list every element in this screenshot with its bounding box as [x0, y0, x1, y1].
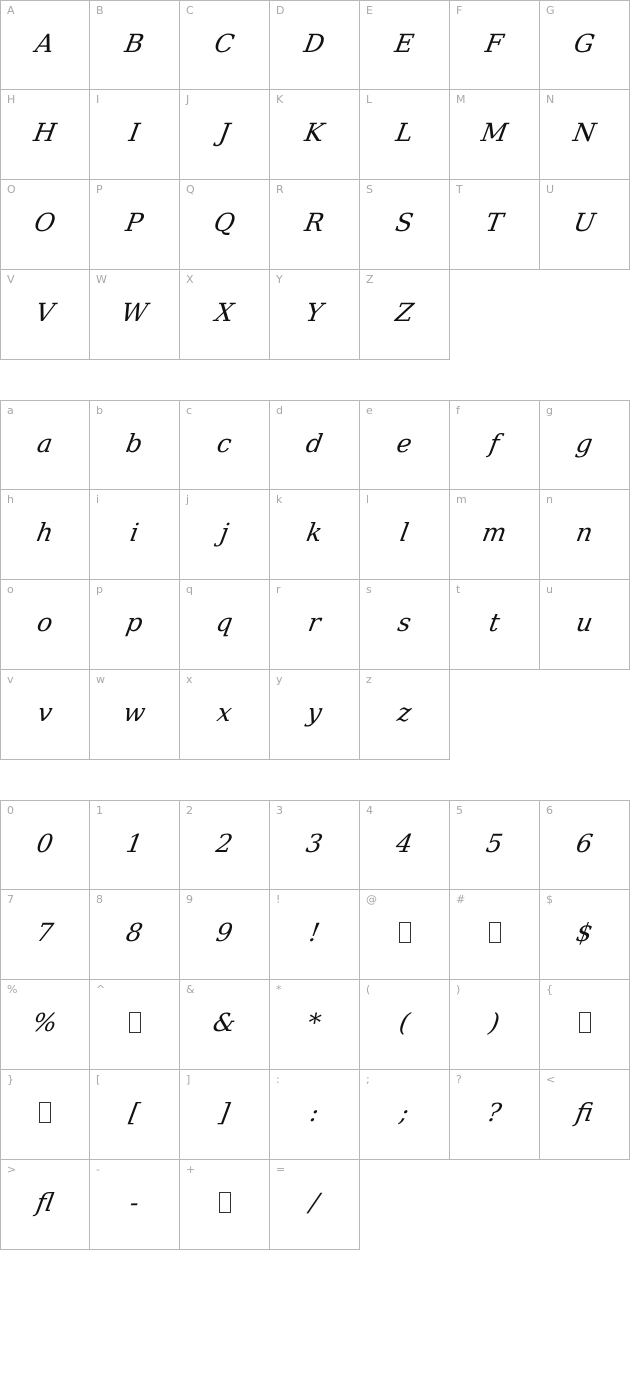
glyph-sample: F — [483, 28, 506, 58]
glyph-cell-label: ! — [276, 893, 281, 906]
glyph-cell-label: 3 — [276, 804, 283, 817]
glyph-sample: ( — [397, 1008, 412, 1037]
glyph-cell — [180, 490, 270, 580]
glyph-cell — [0, 1070, 90, 1160]
glyph-cell-label: T — [456, 183, 463, 196]
glyph-cell — [540, 980, 630, 1070]
missing-glyph-box-icon — [360, 904, 449, 961]
glyph-cell — [90, 400, 180, 490]
glyph-sample: Z — [393, 298, 416, 327]
glyph-cell — [0, 1160, 90, 1250]
glyph-sample: : — [307, 1098, 322, 1127]
glyph-sample: K — [302, 118, 327, 147]
glyph-sample: [ — [127, 1098, 142, 1127]
glyph-cell-label: J — [186, 93, 190, 106]
glyph-cell — [180, 580, 270, 670]
glyph-cell — [0, 490, 90, 580]
glyph-cell — [450, 890, 540, 980]
glyph-cell-label: j — [186, 493, 190, 506]
glyph-cell-label: P — [96, 183, 103, 196]
glyph-cell — [360, 0, 450, 90]
glyph-cell — [450, 800, 540, 890]
uppercase-grid — [0, 0, 630, 360]
glyph-cell-label: : — [276, 1073, 280, 1086]
glyph-sample: ? — [485, 1098, 504, 1127]
glyph-cell — [270, 890, 360, 980]
glyph-sample: ; — [397, 1098, 412, 1127]
missing-glyph-rectangle — [399, 922, 411, 943]
glyph-sample: U — [571, 208, 598, 237]
glyph-cell-label: ^ — [96, 983, 106, 996]
glyph-cell-label: Y — [276, 273, 283, 286]
glyph-cell-label: d — [276, 404, 283, 417]
missing-glyph-box-icon — [450, 904, 539, 961]
glyph-sample: 1 — [123, 828, 146, 858]
glyph-cell-label: x — [186, 673, 193, 686]
glyph-sample: f — [487, 428, 502, 458]
glyph-sample: 4 — [393, 828, 416, 858]
missing-glyph-box-icon — [90, 994, 179, 1051]
glyph-cell — [270, 400, 360, 490]
glyph-cell-label: B — [96, 4, 104, 17]
glyph-sample: p — [123, 608, 146, 637]
glyph-sample: 8 — [123, 918, 146, 947]
glyph-cell — [270, 270, 360, 360]
glyph-cell — [0, 800, 90, 890]
glyph-sample: 2 — [213, 828, 236, 858]
glyph-cell-label: u — [546, 583, 553, 596]
glyph-cell-label: # — [456, 893, 466, 906]
glyph-cell-label: G — [546, 4, 555, 17]
glyph-cell-label: { — [546, 983, 553, 996]
glyph-sample: c — [214, 428, 235, 458]
glyph-cell — [270, 1160, 360, 1250]
glyph-cell — [450, 400, 540, 490]
glyph-cell-label: ) — [456, 983, 461, 996]
glyph-sample: z — [395, 698, 414, 727]
missing-glyph-rectangle — [579, 1012, 591, 1033]
glyph-sample: l — [397, 518, 412, 547]
glyph-cell-label: O — [7, 183, 16, 196]
glyph-cell-label: W — [96, 273, 107, 286]
glyph-cell-label: @ — [366, 893, 377, 906]
glyph-sample: 0 — [34, 828, 56, 858]
glyph-cell — [180, 890, 270, 980]
glyph-cell-label: % — [7, 983, 18, 996]
glyph-cell — [540, 580, 630, 670]
glyph-cell-label: L — [366, 93, 373, 106]
glyph-sample: a — [34, 428, 56, 458]
glyph-cell — [450, 490, 540, 580]
glyph-cell — [180, 270, 270, 360]
glyph-cell — [360, 400, 450, 490]
glyph-cell — [360, 800, 450, 890]
glyph-cell-label: g — [546, 404, 553, 417]
glyph-cell-label: h — [7, 493, 14, 506]
glyph-sample: % — [30, 1008, 60, 1037]
glyph-cell-label: 0 — [7, 804, 14, 817]
glyph-cell-label: S — [366, 183, 373, 196]
glyph-sample: S — [393, 208, 416, 237]
glyph-cell-label: s — [366, 583, 372, 596]
glyph-cell-label: Q — [186, 183, 195, 196]
glyph-cell — [450, 0, 540, 90]
glyph-sample: h — [34, 518, 56, 547]
glyph-cell — [0, 0, 90, 90]
glyph-cell — [360, 980, 450, 1070]
glyph-cell-label: m — [456, 493, 467, 506]
glyph-cell-label: U — [546, 183, 555, 196]
glyph-sample: - — [127, 1188, 142, 1217]
glyph-cell-label: A — [7, 4, 15, 17]
symbols-grid — [0, 800, 630, 1250]
glyph-cell — [540, 0, 630, 90]
glyph-cell-label: ? — [456, 1073, 462, 1086]
glyph-cell — [360, 1070, 450, 1160]
glyph-sample: q — [213, 608, 236, 637]
glyph-cell — [90, 800, 180, 890]
glyph-cell — [270, 90, 360, 180]
glyph-cell — [180, 400, 270, 490]
glyph-sample: Y — [303, 298, 326, 327]
glyph-sample: $ — [573, 918, 596, 947]
glyph-cell-label: a — [7, 404, 14, 417]
glyph-cell — [0, 980, 90, 1070]
glyph-cell — [450, 980, 540, 1070]
glyph-cell — [360, 270, 450, 360]
glyph-cell-label: [ — [96, 1073, 101, 1086]
glyph-cell-label: < — [546, 1073, 556, 1086]
glyph-cell-label: & — [186, 983, 195, 996]
glyph-cell-label: M — [456, 93, 466, 106]
glyph-sample: ) — [487, 1008, 502, 1037]
glyph-cell-label: b — [96, 404, 103, 417]
glyph-sample: v — [35, 698, 55, 727]
glyph-cell-label: Z — [366, 273, 374, 286]
glyph-cell-label: = — [276, 1163, 286, 1176]
glyph-sample: x — [214, 698, 235, 727]
glyph-cell-label: C — [186, 4, 194, 17]
lowercase-grid — [0, 400, 630, 760]
glyph-sample: k — [304, 518, 325, 547]
glyph-sample: m — [480, 518, 509, 547]
glyph-sample: A — [33, 28, 57, 58]
glyph-cell — [90, 180, 180, 270]
glyph-cell — [360, 890, 450, 980]
glyph-sample: i — [127, 518, 142, 547]
glyph-cell — [270, 800, 360, 890]
glyph-cell-label: V — [7, 273, 15, 286]
glyph-cell-label: 8 — [96, 893, 103, 906]
glyph-cell-label: t — [456, 583, 461, 596]
glyph-cell-label: X — [186, 273, 194, 286]
glyph-cell — [540, 800, 630, 890]
glyph-sample: ] — [217, 1098, 232, 1127]
glyph-cell-label: > — [7, 1163, 17, 1176]
glyph-cell — [90, 0, 180, 90]
glyph-sample: Q — [211, 208, 238, 237]
glyph-sample: H — [31, 118, 59, 147]
glyph-cell — [180, 90, 270, 180]
glyph-cell — [90, 490, 180, 580]
glyph-cell — [450, 180, 540, 270]
missing-glyph-box-icon — [1, 1084, 89, 1141]
glyph-cell — [360, 90, 450, 180]
glyph-cell-label: E — [366, 4, 373, 17]
glyph-cell — [90, 580, 180, 670]
glyph-cell-label: - — [96, 1163, 100, 1176]
glyph-cell — [180, 0, 270, 90]
glyph-sample: b — [123, 428, 146, 458]
glyph-cell-label: N — [546, 93, 555, 106]
glyph-sample: D — [301, 28, 328, 58]
glyph-cell — [180, 800, 270, 890]
glyph-cell — [180, 980, 270, 1070]
glyph-sample: & — [210, 1008, 239, 1037]
glyph-cell-label: y — [276, 673, 283, 686]
glyph-sample: V — [33, 298, 57, 327]
glyph-cell-label: ; — [366, 1073, 370, 1086]
glyph-sample: e — [394, 428, 415, 458]
glyph-sample: I — [126, 118, 142, 147]
missing-glyph-rectangle — [219, 1192, 231, 1213]
glyph-cell — [90, 270, 180, 360]
glyph-cell — [270, 670, 360, 760]
missing-glyph-box-icon — [180, 1174, 269, 1231]
glyph-cell — [0, 670, 90, 760]
glyph-cell-label: K — [276, 93, 284, 106]
glyph-cell — [0, 90, 90, 180]
glyph-cell — [540, 490, 630, 580]
glyph-cell — [270, 580, 360, 670]
glyph-cell — [360, 580, 450, 670]
glyph-cell — [180, 180, 270, 270]
glyph-sample: N — [571, 118, 598, 147]
glyph-cell — [270, 0, 360, 90]
glyph-cell — [90, 890, 180, 980]
glyph-cell — [180, 1070, 270, 1160]
glyph-cell-label: k — [276, 493, 283, 506]
glyph-cell — [540, 90, 630, 180]
glyph-sample: j — [218, 518, 231, 547]
glyph-cell-label: r — [276, 583, 281, 596]
glyph-sample: O — [32, 208, 58, 237]
glyph-cell-label: i — [96, 493, 100, 506]
glyph-cell — [0, 400, 90, 490]
glyph-cell — [90, 670, 180, 760]
glyph-cell — [0, 180, 90, 270]
glyph-sample: 7 — [34, 918, 56, 947]
glyph-cell-label: f — [456, 404, 460, 417]
glyph-cell-label: * — [276, 983, 282, 996]
glyph-cell-label: ( — [366, 983, 371, 996]
glyph-cell — [180, 670, 270, 760]
glyph-sample: ! — [306, 918, 323, 947]
glyph-cell-label: D — [276, 4, 285, 17]
glyph-cell — [270, 490, 360, 580]
missing-glyph-rectangle — [489, 922, 501, 943]
glyph-sample: w — [121, 698, 148, 727]
glyph-cell-label: c — [186, 404, 193, 417]
glyph-sample: n — [573, 518, 596, 547]
glyph-cell-label: 2 — [186, 804, 193, 817]
glyph-sample: T — [483, 208, 506, 237]
glyph-cell-label: v — [7, 673, 14, 686]
glyph-sample: t — [486, 608, 503, 637]
glyph-sample: M — [479, 118, 510, 147]
glyph-cell-label: } — [7, 1073, 14, 1086]
glyph-cell-label: o — [7, 583, 14, 596]
glyph-sample: C — [212, 28, 237, 58]
glyph-cell-label: 7 — [7, 893, 14, 906]
glyph-sample: E — [392, 28, 417, 58]
glyph-cell-label: R — [276, 183, 284, 196]
glyph-cell-label: e — [366, 404, 373, 417]
glyph-cell — [540, 1070, 630, 1160]
glyph-sample: R — [302, 208, 327, 237]
glyph-sample: y — [304, 698, 325, 727]
glyph-sample: X — [213, 298, 236, 327]
glyph-sample: g — [573, 428, 596, 458]
glyph-sample: r — [305, 608, 324, 637]
glyph-sample: 3 — [303, 828, 326, 858]
missing-glyph-rectangle — [129, 1012, 141, 1033]
glyph-cell — [90, 90, 180, 180]
glyph-cell — [450, 90, 540, 180]
missing-glyph-box-icon — [540, 994, 629, 1051]
missing-glyph-rectangle — [39, 1102, 51, 1123]
glyph-cell — [540, 400, 630, 490]
glyph-cell-label: 9 — [186, 893, 193, 906]
glyph-cell-label: I — [96, 93, 100, 106]
glyph-cell-label: l — [366, 493, 370, 506]
glyph-cell — [0, 580, 90, 670]
glyph-cell — [90, 1160, 180, 1250]
glyph-sample: o — [34, 608, 56, 637]
glyph-sample: s — [395, 608, 414, 637]
glyph-cell-label: $ — [546, 893, 553, 906]
glyph-sample: fi — [573, 1098, 596, 1127]
glyph-sample: 5 — [483, 828, 506, 858]
glyph-sample: 9 — [213, 918, 236, 947]
glyph-cell-label: + — [186, 1163, 196, 1176]
glyph-cell-label: 1 — [96, 804, 103, 817]
glyph-cell-label: q — [186, 583, 193, 596]
glyph-cell — [90, 980, 180, 1070]
glyph-sample: J — [216, 118, 233, 147]
glyph-cell — [360, 670, 450, 760]
glyph-cell — [270, 180, 360, 270]
glyph-sample: d — [303, 428, 326, 458]
glyph-cell-label: ] — [186, 1073, 191, 1086]
glyph-cell — [0, 270, 90, 360]
glyph-sample: G — [571, 28, 598, 58]
glyph-cell — [540, 890, 630, 980]
glyph-cell — [540, 180, 630, 270]
glyph-cell-label: w — [96, 673, 105, 686]
glyph-cell — [270, 980, 360, 1070]
glyph-cell-label: 6 — [546, 804, 553, 817]
glyph-cell — [450, 1070, 540, 1160]
glyph-sample: u — [573, 608, 596, 637]
glyph-cell-label: 4 — [366, 804, 373, 817]
glyph-cell — [0, 890, 90, 980]
glyph-cell-label: H — [7, 93, 16, 106]
glyph-cell-label: F — [456, 4, 463, 17]
glyph-cell-label: 5 — [456, 804, 463, 817]
glyph-cell — [360, 490, 450, 580]
glyph-sample: * — [305, 1008, 324, 1037]
glyph-sample: fl — [34, 1188, 56, 1217]
glyph-cell-label: n — [546, 493, 553, 506]
glyph-cell — [180, 1160, 270, 1250]
glyph-sample: / — [307, 1188, 322, 1217]
glyph-sample: P — [123, 208, 146, 237]
glyph-cell — [90, 1070, 180, 1160]
glyph-sample: L — [393, 118, 416, 147]
glyph-cell-label: z — [366, 673, 372, 686]
glyph-cell — [270, 1070, 360, 1160]
glyph-sample: B — [122, 28, 147, 58]
glyph-cell — [450, 580, 540, 670]
glyph-cell — [360, 180, 450, 270]
glyph-sample: 6 — [573, 828, 596, 858]
glyph-cell-label: p — [96, 583, 103, 596]
glyph-sample: W — [119, 298, 150, 327]
